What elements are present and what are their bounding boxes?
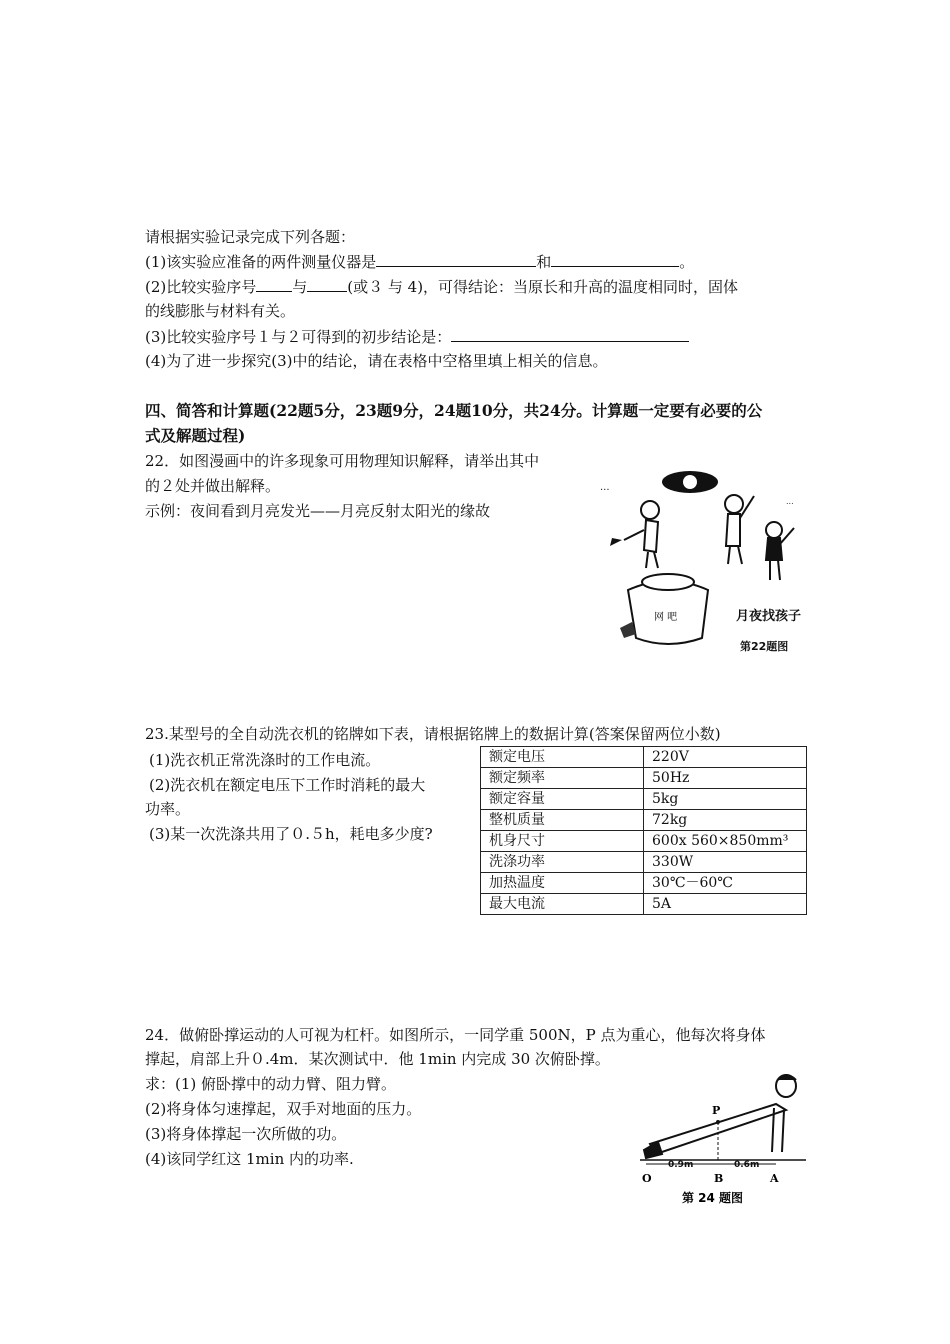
person-with-flashlight xyxy=(624,501,659,568)
table-row xyxy=(481,873,807,894)
q24-line2: 撑起，肩部上升０.4m．某次测试中．他 1min 内完成 30 次俯卧撑。 xyxy=(145,1050,610,1068)
q2-with: 与 xyxy=(292,278,308,296)
table-row xyxy=(481,894,807,915)
q23-sub1: (1)洗衣机正常洗涤时的工作电流。 xyxy=(149,751,381,769)
q22-example: 示例：夜间看到月亮发光——月亮反射太阳光的缘故 xyxy=(145,502,491,520)
cartoon-figure xyxy=(598,460,838,660)
table-key: 额定电压 xyxy=(481,747,644,768)
figure-title: 月夜找孩子 xyxy=(736,609,802,624)
table-key: 整机质量 xyxy=(481,810,644,831)
table-value: 5kg xyxy=(644,789,807,810)
table-value: 220V xyxy=(644,747,807,768)
answer-blank[interactable] xyxy=(551,250,679,267)
pushup-figure xyxy=(636,1070,816,1210)
table-value: 330W xyxy=(644,852,807,873)
table-key: 额定频率 xyxy=(481,768,644,789)
table-row xyxy=(481,789,807,810)
table-row xyxy=(481,747,807,768)
table-key: 额定容量 xyxy=(481,789,644,810)
question-3 xyxy=(145,325,689,348)
q24-sub2: (2)将身体匀速撑起，双手对地面的压力。 xyxy=(145,1100,422,1118)
question-1 xyxy=(145,250,694,273)
table-value: 50Hz xyxy=(644,768,807,789)
q22-line2: 的２处并做出解释。 xyxy=(145,477,281,495)
q22-line1: 22．如图漫画中的许多现象可用物理知识解释，请举出其中 xyxy=(145,452,540,470)
label-p: P xyxy=(712,1104,721,1117)
table-value: 600x 560×850mm³ xyxy=(644,831,807,852)
table-row xyxy=(481,852,807,873)
svg-text:...: ... xyxy=(600,482,610,493)
section-heading-cont: 式及解题过程) xyxy=(145,426,246,445)
table-row xyxy=(481,810,807,831)
q23-sub2: (2)洗衣机在额定电压下工作时消耗的最大 xyxy=(149,776,426,794)
q24-sub3: (3)将身体撑起一次所做的功。 xyxy=(145,1125,347,1143)
q23-stem: 23.某型号的全自动洗衣机的铭牌如下表，请根据铭牌上的数据计算(答案保留两位小数) xyxy=(145,725,721,743)
answer-blank[interactable] xyxy=(376,250,536,267)
q2-rest: (或３ 与 4)，可得结论：当原长和升高的温度相同时，固体 xyxy=(347,278,739,296)
svg-text:...: ... xyxy=(786,497,794,506)
sign-text: 网 吧 xyxy=(654,612,678,623)
distance-ba: 0.6m xyxy=(734,1160,760,1170)
table-row xyxy=(481,831,807,852)
answer-blank[interactable] xyxy=(256,275,292,292)
table-value: 72kg xyxy=(644,810,807,831)
table-key: 最大电流 xyxy=(481,894,644,915)
gravity-point xyxy=(716,1120,720,1124)
internet-cafe-building xyxy=(628,574,708,644)
question-2-cont: 的线膨胀与材料有关。 xyxy=(145,302,296,320)
question-2 xyxy=(145,275,738,298)
q2-text: (2)比较实验序号 xyxy=(145,278,257,296)
distance-ob: 0.9m xyxy=(668,1160,694,1170)
q24-sub1: 求：(1) 俯卧撑中的动力臂、阻力臂。 xyxy=(145,1075,397,1093)
moon-icon xyxy=(683,475,697,489)
label-b: B xyxy=(714,1172,724,1185)
figure-caption: 第22题图 xyxy=(740,640,789,653)
q23-sub3: (3)某一次洗涤共用了０.５h，耗电多少度? xyxy=(149,825,433,843)
label-o: O xyxy=(642,1172,652,1185)
table-value: 30℃－60℃ xyxy=(644,873,807,894)
table-row xyxy=(481,768,807,789)
table-key: 洗涤功率 xyxy=(481,852,644,873)
q1-text: (1)该实验应准备的两件测量仪器是 xyxy=(145,253,377,271)
section-heading: 四、简答和计算题(22题5分，23题9分，24题10分，共24分。计算题一定要有必要的公 xyxy=(145,401,763,420)
q3-text: (3)比较实验序号１与２可得到的初步结论是： xyxy=(145,328,452,346)
answer-blank[interactable] xyxy=(307,275,347,292)
q24-sub4: (4)该同学红这 1min 内的功率. xyxy=(145,1150,354,1168)
person-standing xyxy=(725,495,754,564)
q23-sub2-cont: 功率。 xyxy=(145,800,191,818)
label-a: A xyxy=(770,1172,779,1185)
child-figure xyxy=(766,522,794,580)
table-key: 机身尺寸 xyxy=(481,831,644,852)
q1-end: 。 xyxy=(679,253,695,271)
nameplate-table xyxy=(480,746,807,915)
instruction-text: 请根据实验记录完成下列各题： xyxy=(145,228,356,246)
figure-caption: 第 24 题图 xyxy=(682,1191,744,1205)
answer-blank[interactable] xyxy=(451,325,689,342)
table-key: 加热温度 xyxy=(481,873,644,894)
q1-and: 和 xyxy=(536,253,552,271)
flashlight-icon xyxy=(610,538,622,546)
question-4: (4)为了进一步探究(3)中的结论，请在表格中空格里填上相关的信息。 xyxy=(145,352,608,370)
table-value: 5A xyxy=(644,894,807,915)
q24-line1: 24．做俯卧撑运动的人可视为杠杆。如图所示，一同学重 500N，P 点为重心，他每次将身体 xyxy=(145,1026,766,1044)
